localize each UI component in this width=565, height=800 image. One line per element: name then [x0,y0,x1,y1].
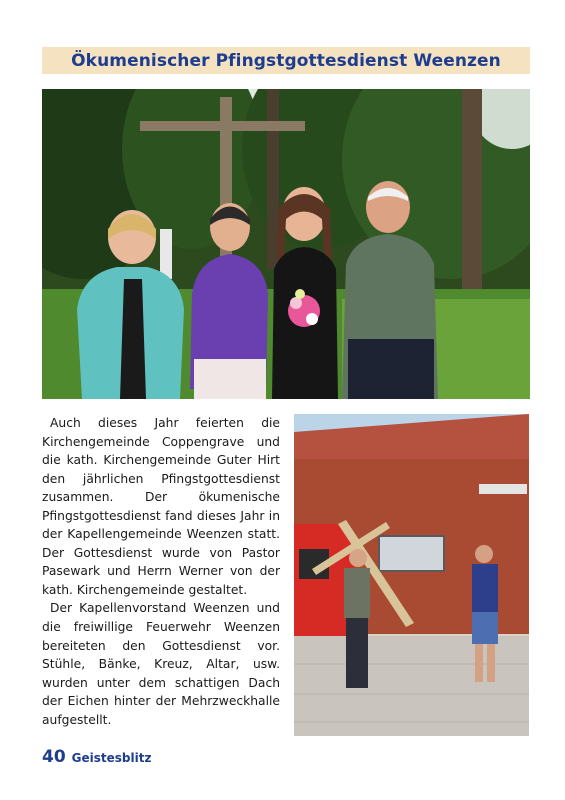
article-body [42,414,280,729]
paragraph-2: Der Kapellenvorstand Weenzen und die freiwillige Feuerwehr Weenzen bereiteten den Gottesdienst vor. Stühle, Bänke, Kreuz, Altar, usw. wurden unter dem schattigen Dach der Eichen hinter der Mehrzweckhalle aufgestellt. [42,601,280,727]
cross-photo [294,414,529,736]
page-number: 40 [42,747,66,767]
magazine-name: Geistesblitz [71,751,152,765]
title-bar [42,47,530,74]
page-footer [42,747,151,767]
article-title: Ökumenischer Pfingstgottesdienst Weenzen [71,50,501,71]
paragraph-1: Auch dieses Jahr feierten die Kirchengemeinde Coppengrave und die kath. Kirchengemeinde Guter Hirt den jährlichen Pfingstgottesdienst zusammen. Der ökumenische Pfingstgottesdienst fand dieses Jahr in der Kapellengemeinde Weenzen statt. Der Gottesdienst wurde von Pastor Pasewark und Herrn Werner von der kath. Kirchengemeinde gestaltet. [42,416,280,597]
group-photo [42,89,530,399]
